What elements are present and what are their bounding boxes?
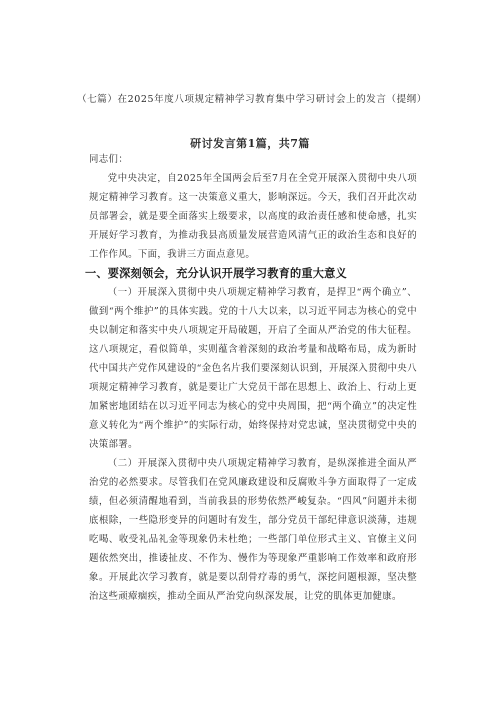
salutation: 同志们： xyxy=(89,154,129,165)
document-subtitle: 研讨发言第1篇，共7篇 xyxy=(190,137,310,150)
document-title: （七篇）在2025年度八项规定精神学习教育集中学习研讨会上的发言（提纲） xyxy=(77,94,427,105)
paragraph-point-1: （一）开展深入贯彻中央八项规定精神学习教育，是捍卫“两个确立”、做到“两个维护”的具体实践。党的十八大以来，以习近平同志为核心的党中央以制定和落实中央八项规定开局破题，开启了全面从严治党的伟大征程。这八项规定，看似简单，实则蕴含着深刻的政治考量和战略布局，成为新时代中国共产党作风建设的“金色名片我们要深刻认识到，开展深入贯彻中央八项规定精神学习教育，就是要让广大党员干部在思想上、政治上、行动上更加紧密地团结在以习近平同志为核心的党中央周围，把“两个确立”的决定性意义转化为“两个维护”的实际行动，始终保持对党忠诚，坚决贯彻党中央的决策部署。 xyxy=(89,287,417,450)
section-heading: 一、要深刻领会，充分认识开展学习教育的重大意义 xyxy=(85,267,347,280)
document-body xyxy=(85,150,417,606)
intro-paragraph: 党中央决定，自2025年全国两会后至7月在全党开展深入贯彻中央八项规定精神学习教育。这一决策意义重大，影响深远。今天，我们召开此次动员部署会，就是要全面落实上级要求，以高度的政治责任感和使命感，扎实开展好学习教育，为推动我县高质量发展营造风清气正的政治生态和良好的工作作风。下面，我讲三方面点意见。 xyxy=(89,173,417,260)
paragraph-point-2: （二）开展深入贯彻中央八项规定精神学习教育，是纵深推进全面从严治党的必然要求。尽管我们在党风廉政建设和反腐败斗争方面取得了一定成绩，但必须清醒地看到，当前我县的形势依然严峻复杂。“四风”问题并未彻底根除，一些隐形变异的问题时有发生，部分党员干部纪律意识淡薄，违规吃喝、收受礼品礼金等现象仍未杜绝；一些部门单位形式主义、官僚主义问题依然突出，推诿扯皮、不作为、慢作为等现象严重影响工作效率和政府形象。开展此次学习教育，就是要以刮骨疗毒的勇气，深挖问题根源，坚决整治这些顽瘴痼疾，推动全面从严治党向纵深发展，让党的肌体更加健康。 xyxy=(89,458,417,602)
